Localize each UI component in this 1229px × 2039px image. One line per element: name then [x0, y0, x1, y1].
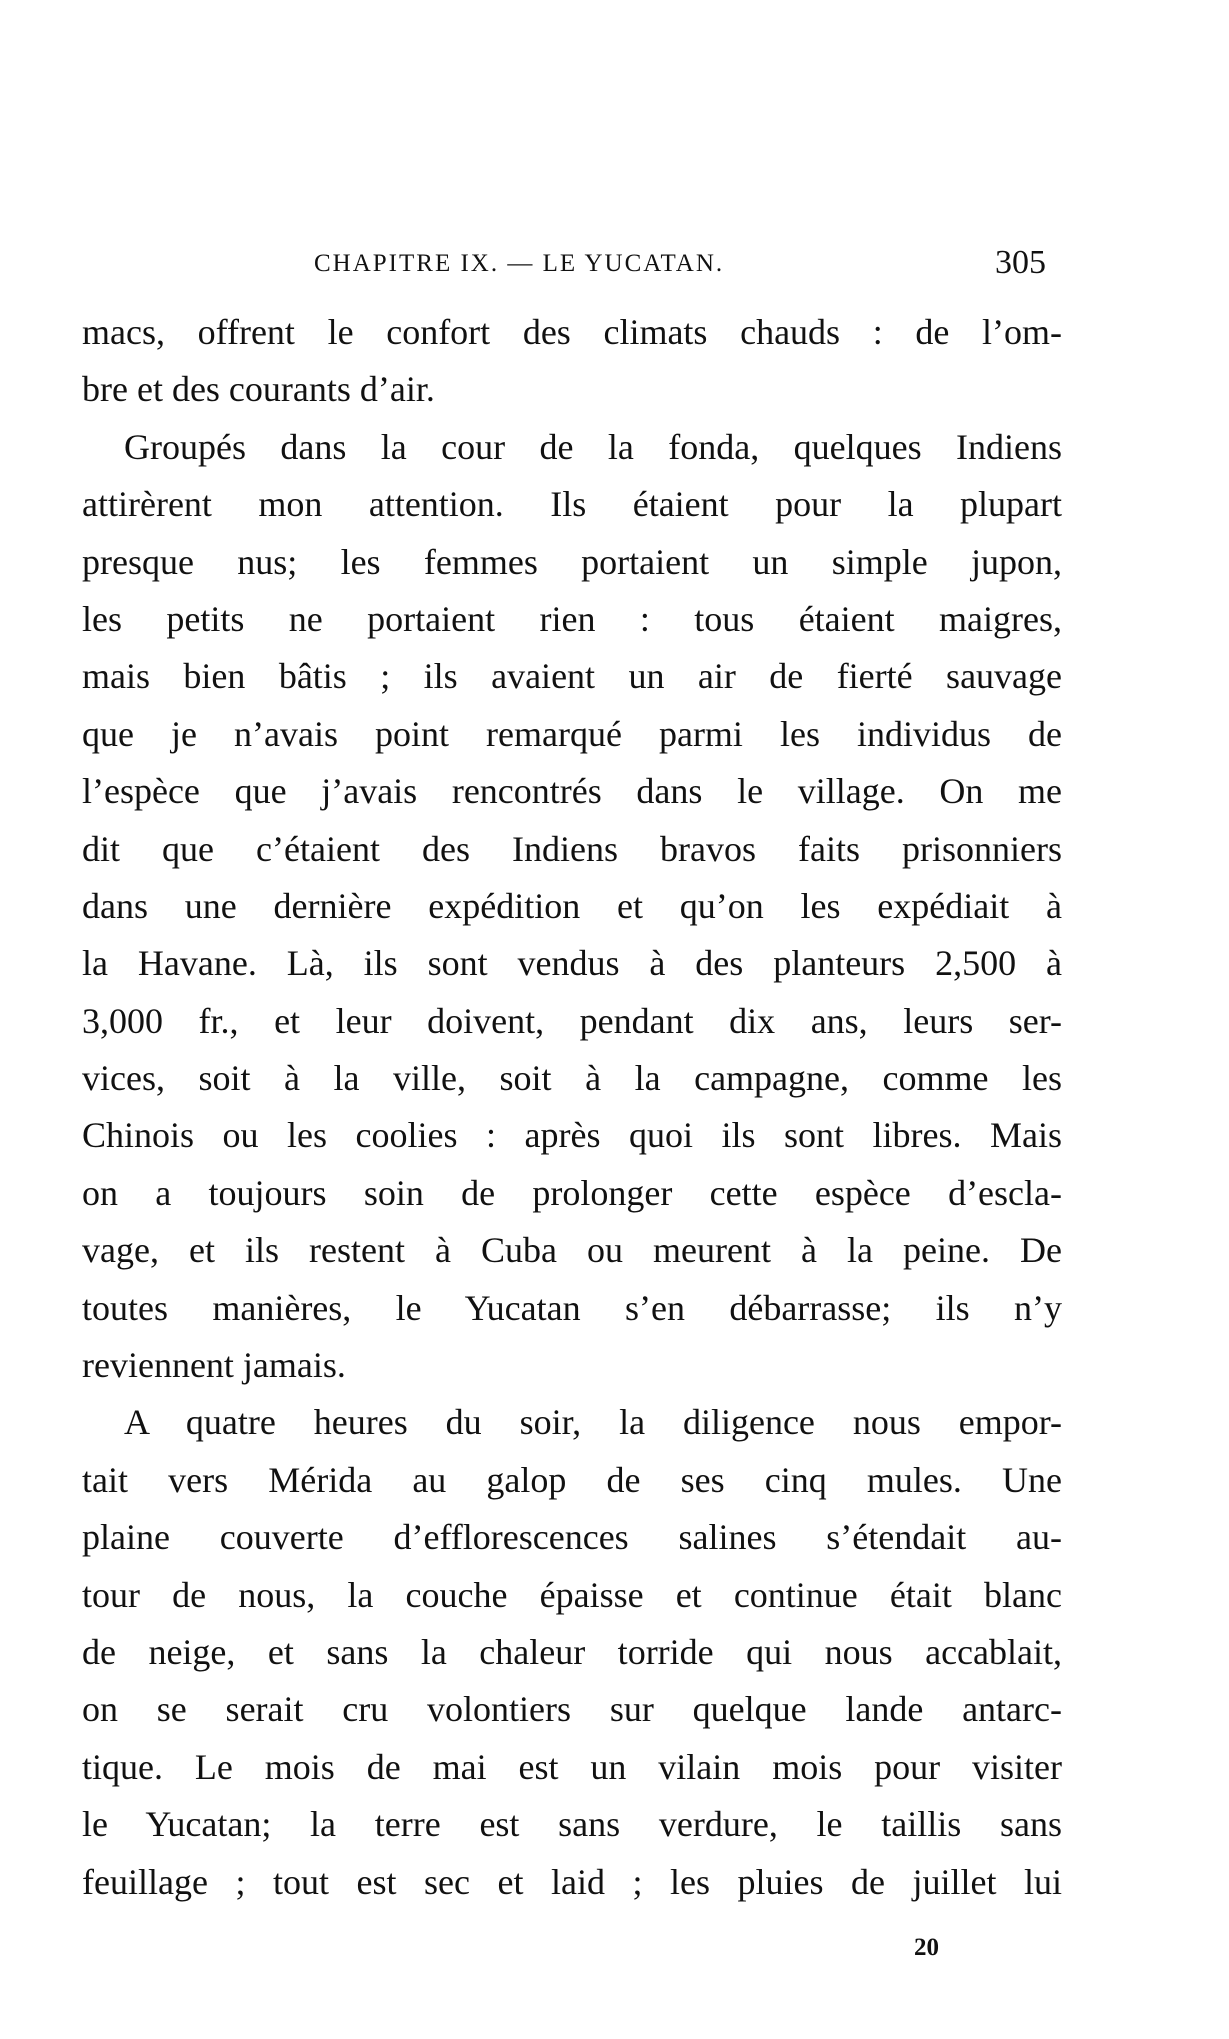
- text-line: macs, offrent le confort des climats chauds : de l’om-: [82, 312, 1062, 352]
- text-line: 3,000 fr., et leur doivent, pendant dix ans, leurs ser-: [82, 1000, 1062, 1041]
- text-line: on se serait cru volontiers sur quelque lande antarc-: [82, 1689, 1062, 1730]
- text-line: on a toujours soin de prolonger cette espèce d’escla-: [82, 1172, 1062, 1213]
- text-line: mais bien bâtis ; ils avaient un air de fierté sauvage: [82, 656, 1062, 697]
- text-line: feuillage ; tout est sec et laid ; les pluies de juillet lui: [82, 1861, 1062, 1902]
- text-line: le Yucatan; la terre est sans verdure, le taillis sans: [82, 1804, 1062, 1845]
- text-line: presque nus; les femmes portaient un simple jupon,: [82, 541, 1062, 582]
- signature-mark: 20: [914, 1934, 939, 1961]
- text-line: reviennent jamais.: [82, 1345, 346, 1386]
- text-line: les petits ne portaient rien : tous étaient maigres,: [82, 598, 1062, 639]
- text-line: tait vers Mérida au galop de ses cinq mules. Une: [82, 1459, 1062, 1500]
- text-line: toutes manières, le Yucatan s’en débarrasse; ils n’y: [82, 1287, 1062, 1328]
- body-text: [82, 304, 1062, 1911]
- running-head: [82, 244, 1062, 288]
- text-line: A quatre heures du soir, la diligence nous empor-: [124, 1402, 1062, 1443]
- chapter-title: CHAPITRE IX. — LE YUCATAN.: [314, 250, 725, 277]
- text-line: tour de nous, la couche épaisse et continue était blanc: [82, 1574, 1062, 1615]
- text-line: vage, et ils restent à Cuba ou meurent à la peine. De: [82, 1230, 1062, 1271]
- text-line: vices, soit à la ville, soit à la campagne, comme les: [82, 1058, 1062, 1099]
- text-line: l’espèce que j’avais rencontrés dans le village. On me: [82, 771, 1062, 812]
- page-number: 305: [995, 244, 1046, 281]
- text-line: bre et des courants d’air.: [82, 369, 435, 410]
- text-line: tique. Le mois de mai est un vilain mois pour visiter: [82, 1746, 1062, 1787]
- text-line: Groupés dans la cour de la fonda, quelques Indiens: [124, 426, 1062, 467]
- book-page: [82, 0, 1062, 2039]
- text-line: dit que c’étaient des Indiens bravos faits prisonniers: [82, 828, 1062, 869]
- text-line: Chinois ou les coolies : après quoi ils sont libres. Mais: [82, 1115, 1062, 1156]
- text-line: la Havane. Là, ils sont vendus à des planteurs 2,500 à: [82, 943, 1062, 984]
- text-line: de neige, et sans la chaleur torride qui nous accablait,: [82, 1631, 1062, 1672]
- text-line: que je n’avais point remarqué parmi les individus de: [82, 713, 1062, 754]
- text-line: dans une dernière expédition et qu’on les expédiait à: [82, 885, 1062, 926]
- text-line: plaine couverte d’efflorescences salines s’étendait au-: [82, 1517, 1062, 1558]
- text-line: attirèrent mon attention. Ils étaient pour la plupart: [82, 484, 1062, 525]
